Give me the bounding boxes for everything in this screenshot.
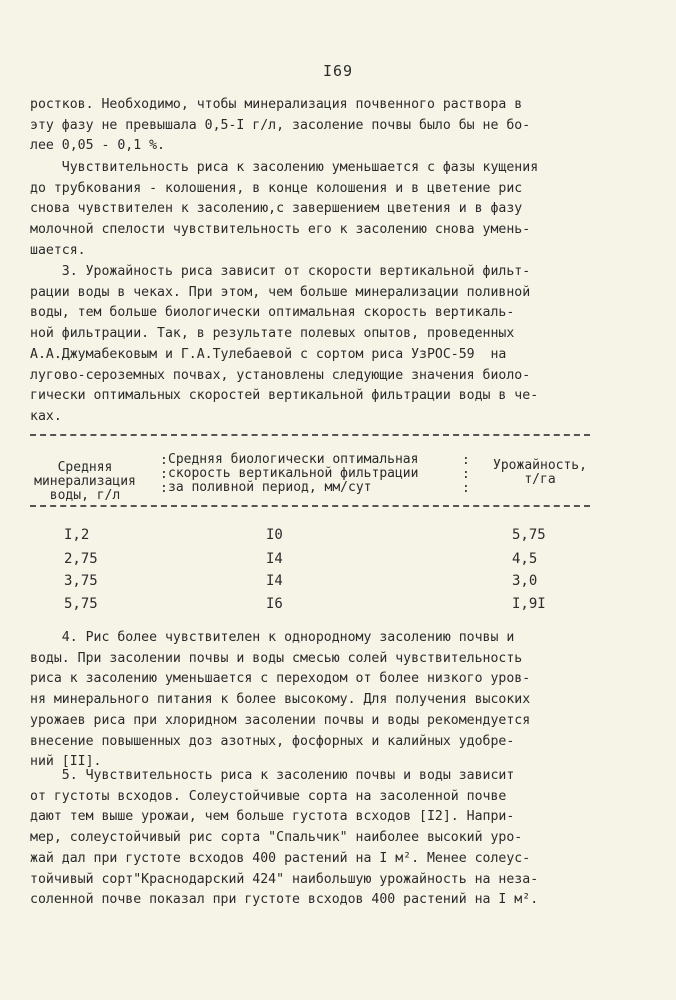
cell-filtration: I6 (266, 596, 283, 612)
cell-mineralization: 3,75 (64, 573, 98, 589)
table-row (30, 596, 630, 616)
cell-filtration: I4 (266, 573, 283, 589)
paragraph-5: 5. Чувствительность риса к засолению почвы и воды зависит от густоты всходов. Солеустойчивые сорта на засоленной почве дают тем выше урожаи, чем больше густота всходов [I2]. Напри- мер, солеустойчивый рис сорта "Спальчик" наиболее высокий уро- жай дал при густоте всходов 400 растений на I м². Менее солеус- тойчивый сорт"Краснодарский 424" наибольшую урожайность на неза- соленной почве показал при густоте всходов 400 растений на I м². (30, 768, 539, 908)
cell-yield: 3,0 (512, 573, 538, 589)
table-row (30, 573, 630, 593)
page-number: I69 (322, 62, 354, 80)
paragraph-4: 4. Рис более чувствителен к однородному засолению почвы и воды. При засолении почвы и воды смесью солей чувствительность риса к засолению уменьшается с переходом от более низкого уров- ня минерального питания к более высокому. Для получения высоких урожаев риса при хлоридном засолении почвы и воды рекомендуется внесение повышенных доз азотных, фосфорных и калийных удобре- ний [II]. (30, 630, 531, 770)
cell-yield: 5,75 (512, 527, 546, 543)
column-separator: : : : (160, 453, 168, 496)
table-top-rule (30, 434, 590, 436)
cell-mineralization: 5,75 (64, 596, 98, 612)
header-filtration-speed: Средняя биологически оптимальная скорость вертикальной фильтрации за поливной период, мм/сут (168, 452, 419, 495)
cell-yield: 4,5 (512, 551, 538, 567)
table-header-rule (30, 505, 590, 507)
paragraph-3: 3. Урожайность риса зависит от скорости вертикальной фильт- рации воды в чеках. При этом, чем больше минерализации поливной воды, тем больше биологически оптимальная скорость вертикаль- ной фильтрации. Так, в результате полевых опытов, проведенных А.А.Джумабековым и Г.А.Тулебаевой с сортом риса УзРОС-59 на лугово-сероземных почвах, установлены следующие значения биоло- гически оптимальных скоростей вертикальной фильтрации воды в че- ках. (30, 264, 539, 424)
table-row (30, 551, 630, 571)
cell-mineralization: I,2 (64, 527, 90, 543)
cell-yield: I,9I (512, 596, 546, 612)
header-mineralization: Средняя минерализация воды, г/л (34, 460, 136, 503)
cell-mineralization: 2,75 (64, 551, 98, 567)
paragraph-1: ростков. Необходимо, чтобы минерализация почвенного раствора в эту фазу не превышала 0,5-I г/л, засоление почвы было бы не бо- лее 0,05 - 0,1 %. (30, 97, 531, 154)
header-yield: Урожайность, т/га (493, 458, 587, 487)
table-row (30, 527, 630, 547)
cell-filtration: I4 (266, 551, 283, 567)
data-table (30, 426, 630, 616)
paragraph-2: Чувствительность риса к засолению уменьшается с фазы кущения до трубкования - колошения, в конце колошения и в цветение рис снова чувствителен к засолению,с завершением цветения и в фазу молочной спелости чувствительность его к засолению снова умень- шается. (30, 160, 539, 258)
column-separator: : : : (462, 453, 470, 496)
cell-filtration: I0 (266, 527, 283, 543)
